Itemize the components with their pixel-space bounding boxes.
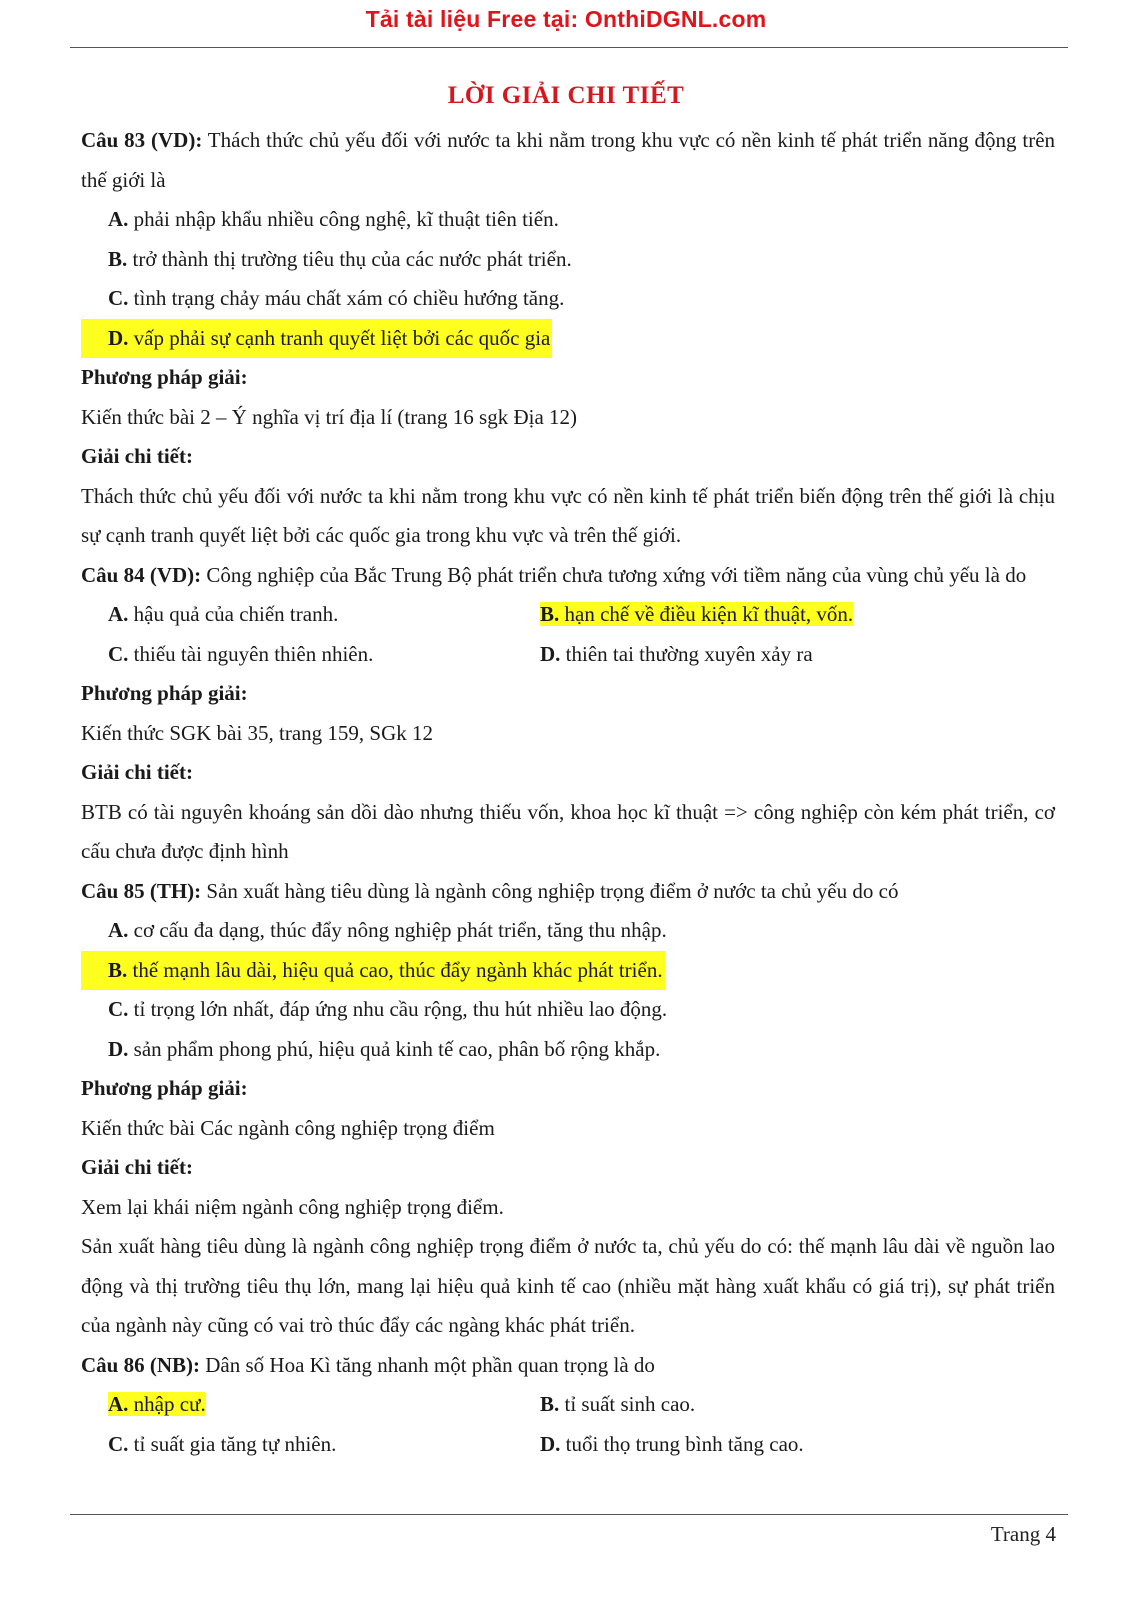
q83-method-heading: Phương pháp giải:	[81, 365, 248, 389]
question-85	[81, 872, 1055, 912]
question-85-text: Sản xuất hàng tiêu dùng là ngành công nghiệp trọng điểm ở nước ta chủ yếu do có	[201, 878, 899, 903]
question-83-label: Câu 83 (VD):	[81, 128, 203, 152]
q86-options-row-2	[81, 1425, 1055, 1465]
q83-detail: Thách thức chủ yếu đối với nước ta khi nằm trong khu vực có nền kinh tế phát triển biến động trên thế giới là chịu sự cạnh tranh quyết liệt bởi các quốc gia trong khu vực và trên thế giới.	[81, 483, 1055, 547]
q84-option-d: D. thiên tai thường xuyên xảy ra	[540, 641, 813, 666]
q85-option-b-answer	[81, 951, 1055, 991]
answer-highlight: B. hạn chế về điều kiện kĩ thuật, vốn.	[540, 602, 854, 626]
question-84-text: Công nghiệp của Bắc Trung Bộ phát triển chưa tương xứng với tiềm năng của vùng chủ yếu là do	[201, 562, 1027, 587]
q83-method: Kiến thức bài 2 – Ý nghĩa vị trí địa lí (trang 16 sgk Địa 12)	[81, 404, 578, 429]
question-84-label: Câu 84 (VD):	[81, 562, 202, 587]
q85-detail-heading: Giải chi tiết:	[81, 1155, 193, 1179]
q86-option-b: B. tỉ suất sinh cao.	[540, 1392, 696, 1416]
q84-option-c: C. thiếu tài nguyên thiên nhiên.	[108, 641, 374, 666]
q85-detail-2: Sản xuất hàng tiêu dùng là ngành công nghiệp trọng điểm ở nước ta, chủ yếu do có: thế mạnh lâu dài về nguồn lao động và thị trường tiêu thụ lớn, mang lại hiệu quả kinh tế cao (nhiều mặt hàng xuất khẩu có giá trị), sự phát triển của ngành này cũng có vai trò thúc đẩy các ngàng khác phát triển.	[81, 1234, 1055, 1337]
site-header: Tải tài liệu Free tại: OnthiDGNL.com	[365, 6, 767, 32]
q83-option-c: C. tình trạng chảy máu chất xám có chiều hướng tăng.	[108, 286, 565, 310]
question-84	[81, 556, 1055, 596]
main-content	[81, 121, 1055, 1464]
answer-highlight: A. nhập cư.	[108, 1392, 206, 1416]
q85-detail-1: Xem lại khái niệm ngành công nghiệp trọng điểm.	[81, 1194, 504, 1219]
question-86-text: Dân số Hoa Kì tăng nhanh một phần quan trọng là do	[200, 1352, 655, 1377]
q83-option-d-answer	[81, 319, 1055, 359]
question-85-label: Câu 85 (TH):	[81, 878, 202, 903]
q85-method: Kiến thức bài Các ngành công nghiệp trọng điểm	[81, 1115, 495, 1140]
q85-option-d: D. sản phẩm phong phú, hiệu quả kinh tế cao, phân bố rộng khắp.	[108, 1036, 661, 1061]
footer-rule	[70, 1514, 1068, 1515]
q86-options-row-1	[81, 1385, 1055, 1425]
q85-option-c: C. tỉ trọng lớn nhất, đáp ứng nhu cầu rộng, thu hút nhiều lao động.	[108, 997, 668, 1021]
header-rule	[70, 47, 1068, 48]
q84-option-b-answer	[540, 595, 1055, 635]
answer-highlight: D. vấp phải sự cạnh tranh quyết liệt bởi các quốc gia	[81, 319, 552, 359]
q84-options-row-1	[81, 595, 1055, 635]
q84-method: Kiến thức SGK bài 35, trang 159, SGk 12	[81, 720, 434, 745]
q86-option-a-answer	[108, 1385, 540, 1425]
q84-method-heading: Phương pháp giải:	[81, 681, 248, 705]
q83-detail-heading: Giải chi tiết:	[81, 444, 193, 468]
question-83-text: Thách thức chủ yếu đối với nước ta khi nằm trong khu vực có nền kinh tế phát triển năng động trên thế giới là	[81, 128, 1056, 192]
q84-detail: BTB có tài nguyên khoáng sản dồi dào nhưng thiếu vốn, khoa học kĩ thuật => công nghiệp còn kém phát triển, cơ cấu chưa được định hình	[81, 799, 1055, 863]
q85-method-heading: Phương pháp giải:	[81, 1076, 248, 1100]
q84-detail-heading: Giải chi tiết:	[81, 760, 193, 784]
q86-option-c: C. tỉ suất gia tăng tự nhiên.	[108, 1431, 337, 1456]
q84-option-a: A. hậu quả của chiến tranh.	[108, 602, 339, 626]
q83-option-b: B. trở thành thị trường tiêu thụ của các nước phát triển.	[108, 246, 572, 271]
q85-option-a: A. cơ cấu đa dạng, thúc đẩy nông nghiệp phát triển, tăng thu nhập.	[108, 918, 667, 942]
page-number: Trang 4	[990, 1522, 1056, 1546]
page-title: LỜI GIẢI CHI TIẾT	[447, 82, 685, 109]
answer-highlight: B. thế mạnh lâu dài, hiệu quả cao, thúc đẩy ngành khác phát triển.	[81, 951, 665, 991]
question-86-label: Câu 86 (NB):	[81, 1352, 200, 1377]
q84-options-row-2	[81, 635, 1055, 675]
q86-option-d: D. tuổi thọ trung bình tăng cao.	[540, 1431, 804, 1456]
question-86	[81, 1346, 1055, 1386]
question-83	[81, 121, 1055, 200]
q83-option-a: A. phải nhập khẩu nhiều công nghệ, kĩ thuật tiên tiến.	[108, 207, 559, 231]
